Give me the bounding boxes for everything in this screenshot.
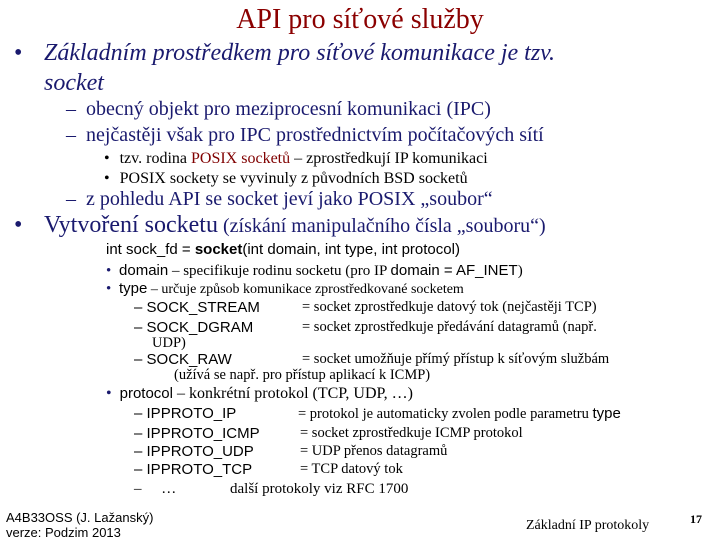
slide-title: API pro síťové služby (236, 4, 484, 35)
footer-course: A4B33OSS (J. Lažanský) (6, 510, 154, 525)
proto-1-dash: – (134, 405, 147, 422)
type-2-code-text: SOCK_DGRAM (146, 319, 254, 336)
protocol-line (106, 385, 413, 403)
bullet-2-marker: • (14, 212, 23, 238)
type-1-code-text: SOCK_STREAM (146, 299, 260, 316)
subsub-1-b: POSIX socketů (191, 150, 291, 167)
proto-5-dash: – (134, 481, 146, 497)
domain-line (106, 262, 523, 280)
type-3-code-text: SOCK_RAW (146, 351, 232, 368)
proto-1-code (134, 405, 236, 422)
sub-1-dash: – (66, 98, 76, 120)
subsub-2-marker: • (104, 170, 110, 187)
subsub-1 (104, 150, 488, 168)
proto-3-dash: – (134, 443, 147, 460)
sub-3-text: z pohledu API se socket jeví jako POSIX „soubor“ (86, 188, 493, 210)
proto-2-code-text: IPPROTO_ICMP (146, 425, 260, 442)
proto-2-dash: – (134, 425, 147, 442)
protocol-b: – konkrétní protokol (TCP, UDP, …) (172, 385, 413, 402)
domain-c: domain = AF_INET (390, 262, 518, 279)
sig-c: (int domain, int type, int protocol) (242, 241, 460, 258)
proto-4-code-text: IPPROTO_TCP (146, 461, 253, 478)
type-2-code (134, 319, 253, 336)
subsub-1-a: tzv. rodina (119, 150, 191, 167)
domain-d: ) (517, 263, 523, 279)
domain-marker: • (106, 263, 112, 279)
type-marker: • (106, 281, 112, 297)
subsub-1-c: – zprostředkují IP komunikaci (290, 150, 488, 167)
footer-version: verze: Podzim 2013 (6, 525, 121, 540)
sig-a: int sock_fd = (106, 241, 195, 258)
footer-topic: Základní IP protokoly (526, 518, 650, 533)
proto-5-code-text: … (161, 481, 177, 497)
type-2-dash: – (134, 319, 147, 336)
subsub-2-text: POSIX sockety se vyvinuly z původních BSD socketů (119, 170, 468, 187)
protocol-marker: • (106, 385, 112, 402)
bullet-1-marker: • (14, 40, 23, 66)
bullet-2-line (44, 212, 546, 239)
bullet-1-line1: Základním prostředkem pro síťové komunikace je tzv. (44, 40, 556, 66)
sub-2-dash: – (66, 124, 76, 146)
proto-1-desc-text: = protokol je automaticky zvolen podle parametru (298, 406, 593, 422)
sub-1-text: obecný objekt pro meziprocesní komunikaci (IPC) (86, 98, 491, 120)
type-2-desc: = socket zprostředkuje předávání datagramů (např. (302, 319, 597, 335)
proto-1-code-text: IPPROTO_IP (146, 405, 237, 422)
proto-5-code (134, 481, 176, 498)
sub-3-dash: – (66, 188, 76, 210)
type-1-code (134, 299, 260, 316)
proto-1-type: type (592, 405, 621, 422)
proto-1-desc (298, 405, 621, 423)
proto-3-desc: = UDP přenos datagramů (300, 443, 448, 459)
proto-5-desc: další protokoly viz RFC 1700 (230, 481, 409, 497)
domain-b: – specifikuje rodinu socketu (pro IP (168, 263, 391, 279)
bullet-2-main: Vytvoření socketu (44, 212, 218, 238)
proto-4-dash: – (134, 461, 147, 478)
type-1-dash: – (134, 299, 147, 316)
page-number: 17 (690, 512, 702, 526)
type-3-desc: = socket umožňuje přímý přístup k síťovým službám (302, 351, 610, 367)
socket-signature (106, 241, 460, 258)
type-1-desc: = socket zprostředkuje datový tok (nejčastěji TCP) (302, 299, 597, 315)
sig-b: socket (194, 241, 243, 258)
type-line (106, 280, 464, 298)
proto-4-desc: = TCP datový tok (300, 461, 403, 477)
bullet-1-line2: socket (44, 70, 104, 96)
proto-2-code (134, 425, 260, 442)
subsub-2 (104, 170, 468, 188)
type-b: – určuje způsob komunikace zprostředkované socketem (147, 282, 464, 297)
type-3-dash: – (134, 351, 147, 368)
sub-2-text: nejčastěji však pro IPC prostřednictvím počítačových sítí (86, 124, 544, 146)
domain-a: domain (119, 262, 169, 279)
proto-2-desc: = socket zprostředkuje ICMP protokol (300, 425, 523, 441)
protocol-a: protocol (119, 385, 173, 402)
bullet-2-paren: (získání manipulačního čísla „souboru“) (217, 215, 546, 237)
type-3-code (134, 351, 232, 368)
proto-3-code-text: IPPROTO_UDP (146, 443, 254, 460)
type-a: type (119, 280, 148, 297)
subsub-1-marker: • (104, 150, 110, 167)
type-3-desc2: (užívá se např. pro přístup aplikací k ICMP) (174, 367, 431, 383)
proto-3-code (134, 443, 254, 460)
proto-4-code (134, 461, 252, 478)
type-2-desc2: UDP) (152, 335, 186, 351)
